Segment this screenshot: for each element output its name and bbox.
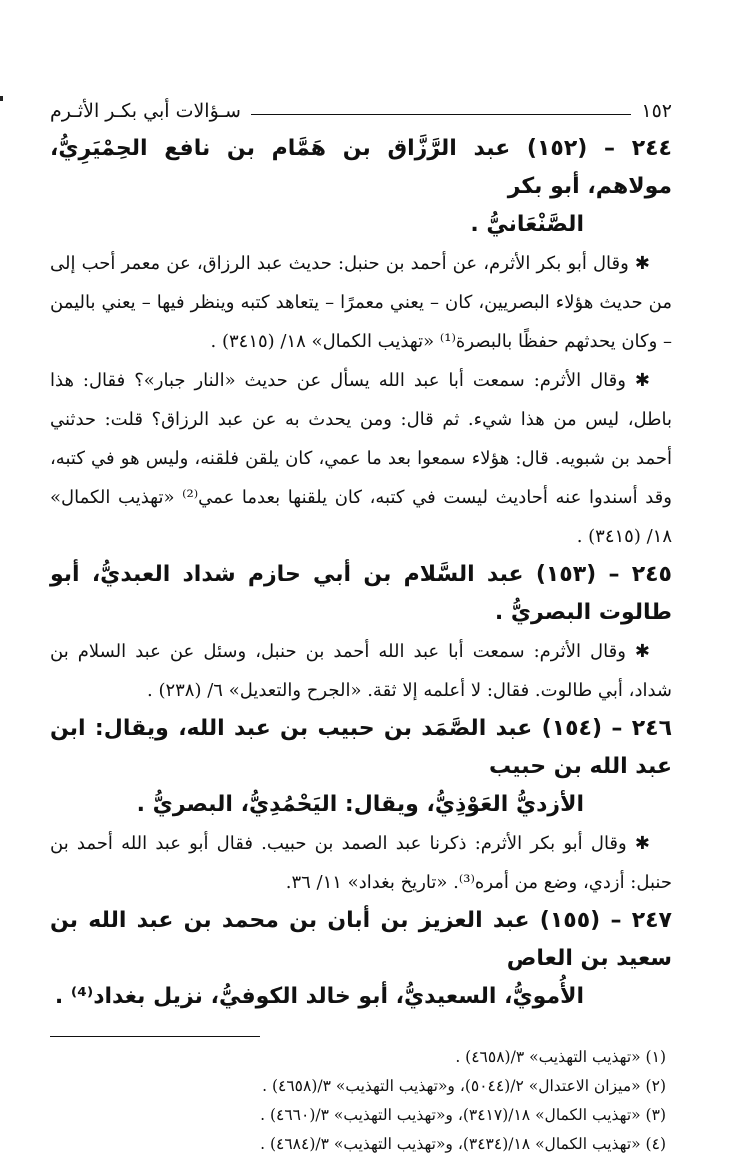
footnote: (٤) «تهذيب الكمال» ١٨/(٣٤٣٤)، و«تهذيب التهذيب» ٣/(٤٦٨٤) . bbox=[260, 1135, 666, 1153]
header-rule bbox=[251, 114, 632, 115]
entry-title-line: ٢٤٤ – (١٥٢) عبد الرَّزَّاق بن هَمَّام بن نافع الحِمْيَرِيُّ، مولاهم، أبو بكر bbox=[50, 136, 672, 199]
margin-mark bbox=[0, 96, 3, 101]
entry-paragraph: ✱ وقال أبو بكر الأثرم: ذكرنا عبد الصمد بن حبيب. فقال أبو عبد الله أحمد بن حنبل: أزدي، وضع من أمره⁽³⁾. «تاريخ بغداد» ١١/ ٣٦. bbox=[50, 833, 672, 893]
footnote: (١) «تهذيب التهذيب» ٣/(٤٦٥٨) . bbox=[455, 1048, 666, 1066]
entry-title-continuation: الأُمويُّ، السعيديُّ، أبو خالد الكوفيُّ، نزيل بغداد⁽⁴⁾ . bbox=[54, 984, 584, 1009]
running-head bbox=[50, 88, 672, 122]
entry-title bbox=[50, 902, 672, 1016]
entry-paragraph: ✱ وقال الأثرم: سمعت أبا عبد الله يسأل عن حديث «النار جبار»؟ فقال: هذا باطل، ليس من هذا شيء. ثم قال: ومن يحدث به عن عبد الرزاق؟ قلت: حدثني أحمد بن شبويه. قال: هؤلاء سمعوا بعد ما عمي، كان يلقن فلقنه، وليس هو في كتبه، وقد أسندوا عنه أحاديث ليست في كتبه، كان يلقنها بعدما عمي⁽²⁾ «تهذيب الكمال» ١٨/ (٣٤١٥) . bbox=[50, 370, 672, 547]
entry-title bbox=[50, 710, 672, 824]
page-number: ١٥٢ bbox=[641, 100, 672, 122]
entry-title-line: ٢٤٧ – (١٥٥) عبد العزيز بن أبان بن محمد بن عبد الله بن سعيد بن العاص bbox=[50, 908, 672, 971]
footnote: (٣) «تهذيب الكمال» ١٨/(٣٤١٧)، و«تهذيب التهذيب» ٣/(٤٦٦٠) . bbox=[260, 1106, 666, 1124]
entry-paragraph: ✱ وقال أبو بكر الأثرم، عن أحمد بن حنبل: حديث عبد الرزاق، عن معمر أحب إلى من حديث هؤلاء البصريين، كان – يعني معمرًا – يتعاهد كتبه وينظر فيها – يعني باليمن – وكان يحدثهم حفظًا بالبصرة⁽¹⁾ «تهذيب الكمال» ١٨/ (٣٤١٥) . bbox=[50, 253, 672, 352]
entry-title-line: ٢٤٦ – (١٥٤) عبد الصَّمَد بن حبيب بن عبد الله، ويقال: ابن عبد الله بن حبيب bbox=[50, 716, 673, 779]
entry-title-continuation: الأزديُّ العَوْذِيُّ، ويقال: اليَحْمُدِيُّ، البصريُّ . bbox=[136, 792, 584, 817]
running-title: سـؤالات أبي بكـر الأثـرم bbox=[50, 100, 241, 122]
entry-title bbox=[50, 556, 672, 632]
page-body bbox=[50, 88, 672, 1159]
entry-title-line: ٢٤٥ – (١٥٣) عبد السَّلام بن أبي حازم شداد العبديُّ، أبو طالوت البصريُّ . bbox=[50, 562, 672, 625]
footnote: (٢) «ميزان الاعتدال» ٢/(٥٠٤٤)، و«تهذيب التهذيب» ٣/(٤٦٥٨) . bbox=[262, 1077, 666, 1095]
entry-title bbox=[50, 130, 672, 244]
entry-title-continuation: الصَّنْعَانيُّ . bbox=[470, 212, 584, 237]
footnote-rule bbox=[50, 1036, 260, 1037]
entry-paragraph: ✱ وقال الأثرم: سمعت أبا عبد الله أحمد بن حنبل، وسئل عن عبد السلام بن شداد، أبي طالوت. فقال: لا أعلمه إلا ثقة. «الجرح والتعديل» ٦/ (٢٣٨) . bbox=[50, 641, 672, 701]
